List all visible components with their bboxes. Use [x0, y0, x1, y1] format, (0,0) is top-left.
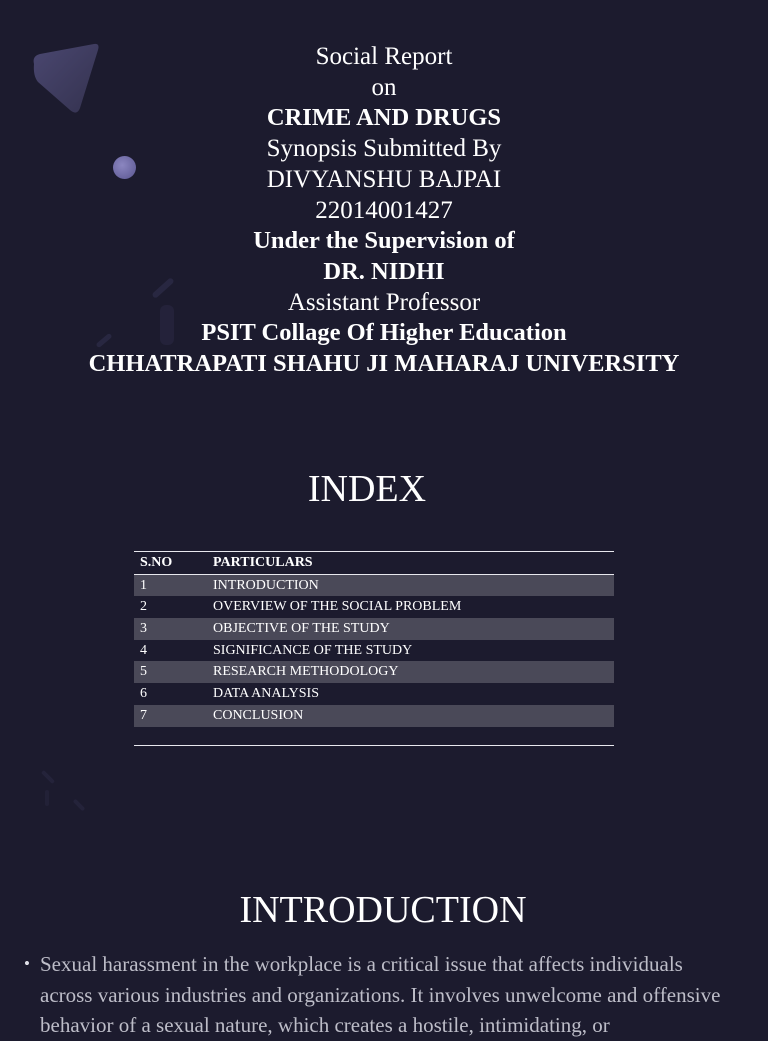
bullet-icon: •	[24, 954, 30, 973]
header-particulars: PARTICULARS	[213, 554, 313, 570]
cover-line-supervisor-title: Assistant Professor	[287, 288, 481, 316]
introduction-bullet-list	[0, 949, 768, 1041]
cover-line-topic: CRIME AND DRUGS	[266, 104, 502, 132]
row-sno: 1	[140, 577, 147, 593]
table-row	[134, 661, 614, 683]
cover-line-student-name: DIVYANSHU BAJPAI	[266, 165, 502, 193]
row-sno: 6	[140, 685, 147, 701]
row-particular: CONCLUSION	[213, 707, 304, 723]
row-sno: 5	[140, 664, 147, 680]
index-table	[134, 551, 614, 746]
cover-line-supervisor-name: DR. NIDHI	[323, 257, 445, 285]
table-row	[134, 705, 614, 727]
introduction-heading: INTRODUCTION	[239, 889, 527, 931]
decorative-streak	[41, 770, 55, 784]
decorative-streak	[45, 790, 49, 806]
row-particular: DATA ANALYSIS	[213, 685, 319, 701]
row-sno: 3	[140, 620, 147, 636]
table-row	[134, 683, 614, 705]
row-sno: 4	[140, 642, 147, 658]
row-particular: SIGNIFICANCE OF THE STUDY	[213, 642, 413, 658]
list-item	[0, 949, 730, 1041]
row-particular: RESEARCH METHODOLOGY	[213, 664, 399, 680]
index-table-header	[134, 552, 614, 575]
index-heading: INDEX	[307, 468, 427, 510]
cover-line-on: on	[371, 73, 397, 101]
cover-line-roll-number: 22014001427	[315, 196, 453, 224]
row-sno: 7	[140, 707, 147, 723]
cover-line-supervision: Under the Supervision of	[253, 227, 515, 255]
cover-line-submitted-by: Synopsis Submitted By	[266, 135, 502, 163]
introduction-paragraph: Sexual harassment in the workplace is a critical issue that affects individuals across various industries and organizations. It involves unwelcome and offensive behavior of a sexual nature, which creates a hostile, intimidating, or	[40, 952, 721, 1037]
table-row	[134, 575, 614, 597]
table-row	[134, 596, 614, 618]
cover-line-report-type: Social Report	[315, 43, 453, 70]
cover-title-block	[0, 42, 768, 380]
table-row	[134, 640, 614, 662]
row-sno: 2	[140, 599, 147, 615]
table-row	[134, 618, 614, 640]
cover-line-university: CHHATRAPATI SHAHU JI MAHARAJ UNIVERSITY	[88, 350, 680, 378]
cover-line-college: PSIT Collage Of Higher Education	[201, 319, 567, 347]
row-particular: OBJECTIVE OF THE STUDY	[213, 620, 390, 636]
header-sno: S.NO	[140, 554, 173, 570]
decorative-streak	[73, 799, 86, 812]
row-particular: INTRODUCTION	[213, 577, 319, 593]
row-particular: OVERVIEW OF THE SOCIAL PROBLEM	[213, 599, 462, 615]
